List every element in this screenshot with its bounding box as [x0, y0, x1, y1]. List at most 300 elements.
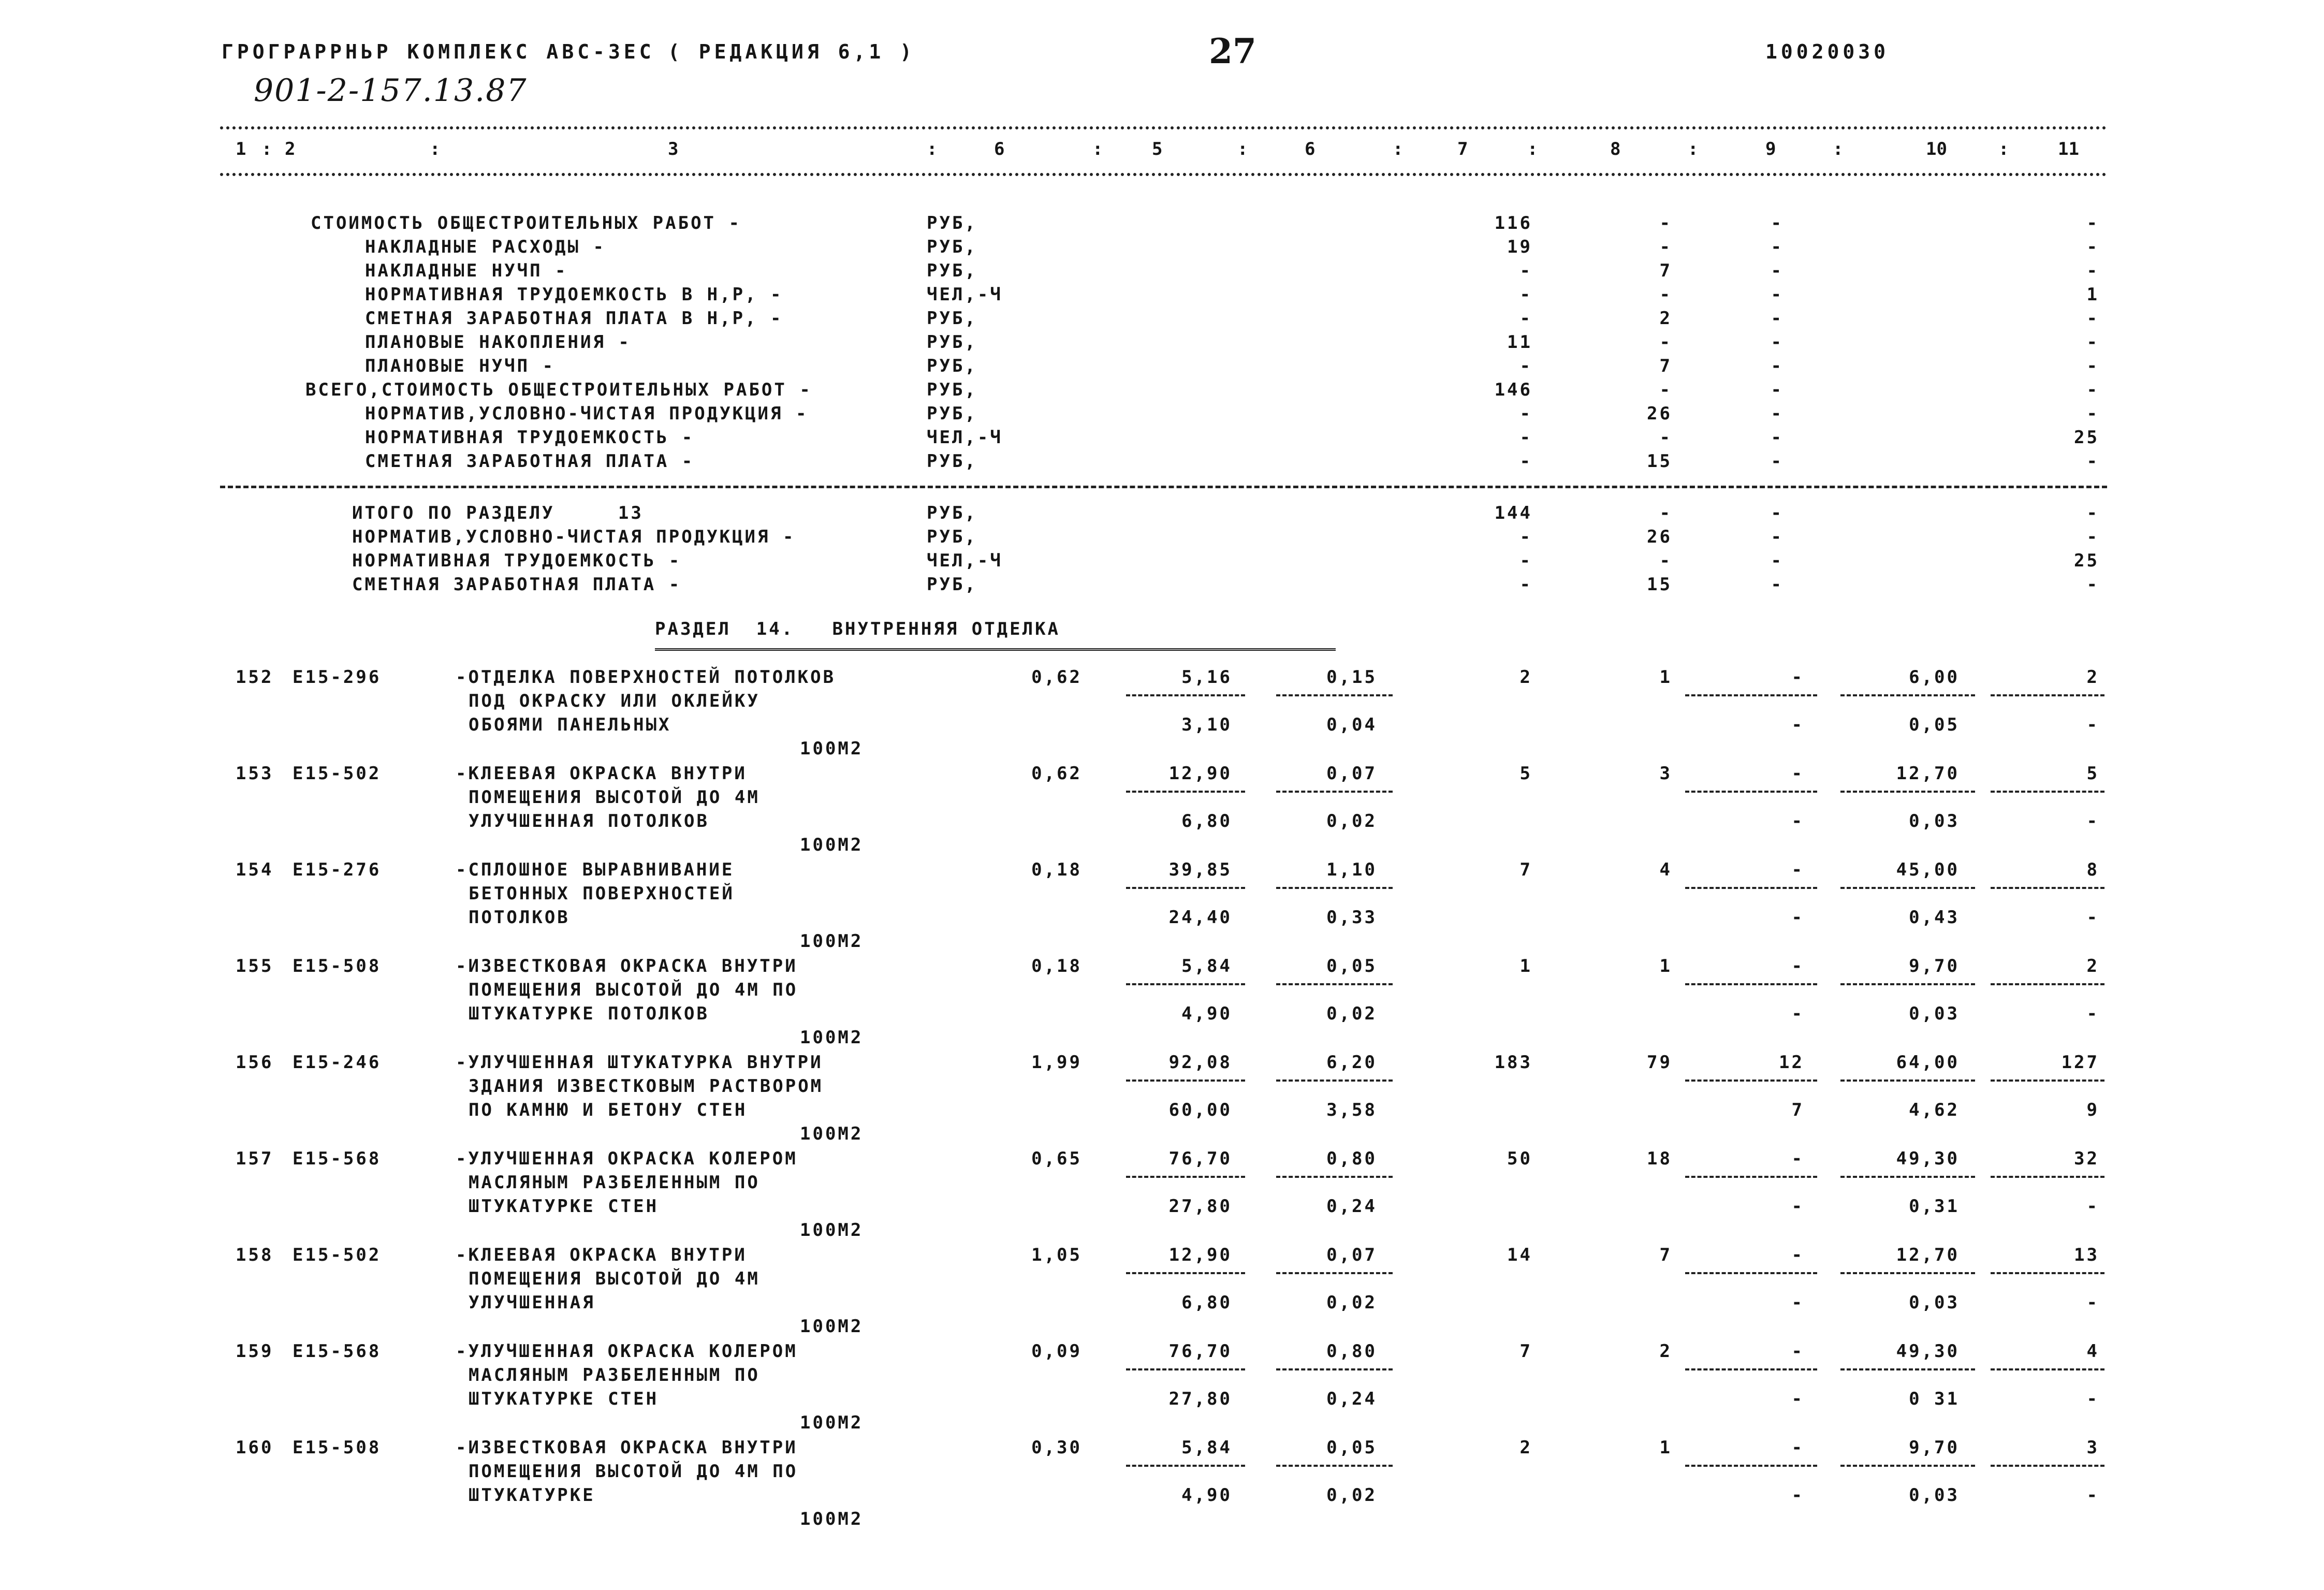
- price-divider: [1126, 1465, 1245, 1467]
- item-price-col6: 0,05: [1326, 1437, 1377, 1458]
- summary-col11: -: [2086, 260, 2099, 281]
- item-price-col5: 12,90: [1168, 1245, 1232, 1265]
- summary-label: СМЕТНАЯ ЗАРАБОТНАЯ ПЛАТА -: [365, 451, 695, 472]
- item-price-col6: 0,07: [1326, 1245, 1377, 1265]
- column-divider: :: [927, 139, 938, 159]
- item-col8: 2: [1659, 1341, 1672, 1362]
- summary-col7: -: [1519, 574, 1532, 595]
- item-code: Е15-568: [293, 1341, 382, 1362]
- item-col7: 5: [1519, 763, 1532, 784]
- item-number: 160: [236, 1437, 274, 1458]
- item-col11: 127: [2061, 1052, 2099, 1073]
- cost-divider: [1685, 1465, 1817, 1467]
- cost-divider: [1685, 791, 1817, 793]
- item-description-line: -ИЗВЕСТКОВАЯ ОКРАСКА ВНУТРИ: [456, 956, 798, 976]
- column-divider: :: [1833, 139, 1844, 159]
- item-col7: 7: [1519, 859, 1532, 880]
- item-price-col6: 0,80: [1326, 1341, 1377, 1362]
- cost-divider: [1685, 1080, 1817, 1082]
- summary-unit: ЧЕЛ,-Ч: [927, 550, 1003, 571]
- item-col7: 50: [1507, 1148, 1532, 1169]
- item-col9: -: [1791, 1341, 1804, 1362]
- summary-label: НАКЛАДНЫЕ НУЧП -: [365, 260, 568, 281]
- price-divider: [1126, 1272, 1245, 1274]
- item-quantity: 0,62: [1031, 763, 1082, 784]
- summary-col8: -: [1659, 237, 1672, 257]
- summary-col9: -: [1771, 550, 1784, 571]
- item-col9: -: [1791, 1437, 1804, 1458]
- summary-col7: 146: [1494, 380, 1532, 400]
- item-description-line: МАСЛЯНЫМ РАЗБЕЛЕННЫМ ПО: [469, 1172, 760, 1193]
- price-divider: [1276, 791, 1393, 793]
- item-col8: 79: [1647, 1052, 1672, 1073]
- item-code: Е15-508: [293, 1437, 382, 1458]
- summary-col11: -: [2086, 403, 2099, 424]
- item-col10: 9,70: [1909, 956, 1960, 976]
- column-header: 6: [994, 139, 1005, 159]
- summary-col11: 1: [2086, 284, 2099, 305]
- item-col7: 1: [1519, 956, 1532, 976]
- item-col9: -: [1791, 763, 1804, 784]
- item-wage-col6: 3,58: [1326, 1100, 1377, 1120]
- summary-col7: 144: [1494, 503, 1532, 523]
- item-col8: 18: [1647, 1148, 1672, 1169]
- item-wage-col10: 4,62: [1909, 1100, 1960, 1120]
- item-col11: 32: [2074, 1148, 2099, 1169]
- summary-col9: -: [1771, 503, 1784, 523]
- summary-col11: -: [2086, 308, 2099, 329]
- item-price-col6: 6,20: [1326, 1052, 1377, 1073]
- item-number: 155: [236, 956, 274, 976]
- summary-label: ПЛАНОВЫЕ НАКОПЛЕНИЯ -: [365, 332, 631, 353]
- summary-unit: РУБ,: [927, 527, 977, 547]
- item-quantity: 0,62: [1031, 667, 1082, 688]
- summary-col11: -: [2086, 332, 2099, 353]
- item-wage-col11: -: [2086, 1292, 2099, 1313]
- cost-divider: [1840, 791, 1975, 793]
- item-number: 159: [236, 1341, 274, 1362]
- summary-col9: -: [1771, 332, 1784, 353]
- item-unit: 100М2: [800, 1509, 864, 1529]
- summary-label: НОРМАТИВНАЯ ТРУДОЕМКОСТЬ В Н,Р, -: [365, 284, 783, 305]
- column-divider: :: [1998, 139, 2009, 159]
- column-header: 1: [236, 139, 246, 159]
- item-col8: 1: [1659, 1437, 1672, 1458]
- item-wage-col10: 0,03: [1909, 1292, 1960, 1313]
- cost-divider: [1991, 887, 2104, 889]
- summary-col8: -: [1659, 213, 1672, 234]
- summary-col11: 25: [2074, 427, 2099, 448]
- item-unit: 100М2: [800, 931, 864, 952]
- summary-col11: -: [2086, 503, 2099, 523]
- column-header: 9: [1765, 139, 1776, 159]
- summary-label: ИТОГО ПО РАЗДЕЛУ 13: [352, 503, 644, 523]
- item-unit: 100М2: [800, 1316, 864, 1337]
- item-price-col5: 39,85: [1168, 859, 1232, 880]
- summary-col11: 25: [2074, 550, 2099, 571]
- item-wage-col5: 4,90: [1181, 1003, 1232, 1024]
- item-col11: 8: [2086, 859, 2099, 880]
- item-wage-col6: 0,02: [1326, 1485, 1377, 1506]
- summary-col9: -: [1771, 260, 1784, 281]
- item-col7: 2: [1519, 1437, 1532, 1458]
- item-number: 157: [236, 1148, 274, 1169]
- item-wage-col10: 0,43: [1909, 907, 1960, 928]
- item-quantity: 1,99: [1031, 1052, 1082, 1073]
- summary-unit: РУБ,: [927, 308, 977, 329]
- summary-col11: -: [2086, 213, 2099, 234]
- item-col9: -: [1791, 1148, 1804, 1169]
- cost-divider: [1685, 887, 1817, 889]
- item-unit: 100М2: [800, 1412, 864, 1433]
- cost-divider: [1685, 1176, 1817, 1178]
- item-col7: 2: [1519, 667, 1532, 688]
- item-wage-col11: 9: [2086, 1100, 2099, 1120]
- item-description-line: УЛУЧШЕННАЯ: [469, 1292, 595, 1313]
- section-title-underline: [655, 648, 1336, 651]
- summary-unit: РУБ,: [927, 403, 977, 424]
- item-col7: 7: [1519, 1341, 1532, 1362]
- summary-col7: 116: [1494, 213, 1532, 234]
- item-price-col5: 92,08: [1168, 1052, 1232, 1073]
- item-description-line: -ИЗВЕСТКОВАЯ ОКРАСКА ВНУТРИ: [456, 1437, 798, 1458]
- item-wage-col5: 6,80: [1181, 1292, 1232, 1313]
- item-col11: 4: [2086, 1341, 2099, 1362]
- summary-col9: -: [1771, 237, 1784, 257]
- summary-col9: -: [1771, 308, 1784, 329]
- cost-divider: [1991, 791, 2104, 793]
- cost-divider: [1840, 983, 1975, 985]
- cost-divider: [1991, 694, 2104, 696]
- item-code: Е15-508: [293, 956, 382, 976]
- summary-col7: 19: [1507, 237, 1532, 257]
- item-description-line: -УЛУЧШЕННАЯ ОКРАСКА КОЛЕРОМ: [456, 1341, 798, 1362]
- summary-col7: -: [1519, 550, 1532, 571]
- summary-unit: РУБ,: [927, 503, 977, 523]
- item-quantity: 0,65: [1031, 1148, 1082, 1169]
- summary-label: СМЕТНАЯ ЗАРАБОТНАЯ ПЛАТА -: [352, 574, 682, 595]
- column-divider: :: [261, 139, 272, 159]
- summary-col8: -: [1659, 550, 1672, 571]
- item-col9: -: [1791, 667, 1804, 688]
- item-code: Е15-296: [293, 667, 382, 688]
- column-header: 7: [1457, 139, 1468, 159]
- summary-col9: -: [1771, 356, 1784, 376]
- item-wage-col9: -: [1791, 811, 1804, 832]
- price-divider: [1126, 791, 1245, 793]
- item-wage-col10: 0,03: [1909, 811, 1960, 832]
- page-number: 27: [1209, 31, 1256, 71]
- item-description-line: БЕТОННЫХ ПОВЕРХНОСТЕЙ: [469, 883, 735, 904]
- item-description-line: ПОМЕЩЕНИЯ ВЫСОТОЙ ДО 4М ПО: [469, 1461, 798, 1482]
- item-col8: 1: [1659, 956, 1672, 976]
- item-col9: -: [1791, 956, 1804, 976]
- summary-col8: 2: [1659, 308, 1672, 329]
- summary-col8: -: [1659, 380, 1672, 400]
- cost-divider: [1685, 983, 1817, 985]
- price-divider: [1276, 887, 1393, 889]
- summary-col9: -: [1771, 380, 1784, 400]
- item-col10: 6,00: [1909, 667, 1960, 688]
- item-description-line: ШТУКАТУРКЕ ПОТОЛКОВ: [469, 1003, 709, 1024]
- column-divider: :: [1393, 139, 1404, 159]
- item-code: Е15-246: [293, 1052, 382, 1073]
- column-divider: :: [1527, 139, 1538, 159]
- item-code: Е15-568: [293, 1148, 382, 1169]
- cost-divider: [1685, 1368, 1817, 1370]
- cost-divider: [1991, 1272, 2104, 1274]
- summary-col11: -: [2086, 356, 2099, 376]
- summary-col8: 7: [1659, 260, 1672, 281]
- edition-label: ( РЕДАКЦИЯ 6,1 ): [668, 40, 916, 63]
- item-wage-col10: 0,03: [1909, 1485, 1960, 1506]
- item-wage-col11: -: [2086, 1389, 2099, 1409]
- summary-col7: -: [1519, 260, 1532, 281]
- item-description-line: -СПЛОШНОЕ ВЫРАВНИВАНИЕ: [456, 859, 735, 880]
- summary-label: СТОИМОСТЬ ОБЩЕСТРОИТЕЛЬНЫХ РАБОТ -: [311, 213, 741, 234]
- item-wage-col10: 0,05: [1909, 714, 1960, 735]
- item-quantity: 0,18: [1031, 859, 1082, 880]
- header-separator-top: [220, 126, 2107, 129]
- item-col10: 49,30: [1896, 1148, 1960, 1169]
- summary-col11: -: [2086, 380, 2099, 400]
- item-price-col5: 12,90: [1168, 763, 1232, 784]
- item-unit: 100М2: [800, 835, 864, 855]
- item-col11: 2: [2086, 667, 2099, 688]
- summary-col9: -: [1771, 284, 1784, 305]
- item-description-line: -ОТДЕЛКА ПОВЕРХНОСТЕЙ ПОТОЛКОВ: [456, 667, 836, 688]
- item-code: Е15-502: [293, 763, 382, 784]
- item-description-line: ШТУКАТУРКЕ СТЕН: [469, 1389, 659, 1409]
- item-wage-col6: 0,33: [1326, 907, 1377, 928]
- column-header: 11: [2058, 139, 2079, 159]
- item-description-line: УЛУЧШЕННАЯ ПОТОЛКОВ: [469, 811, 709, 832]
- item-col8: 3: [1659, 763, 1672, 784]
- item-col11: 3: [2086, 1437, 2099, 1458]
- item-col10: 49,30: [1896, 1341, 1960, 1362]
- item-wage-col11: -: [2086, 714, 2099, 735]
- item-col8: 1: [1659, 667, 1672, 688]
- item-number: 156: [236, 1052, 274, 1073]
- item-price-col6: 0,80: [1326, 1148, 1377, 1169]
- item-description-line: -КЛЕЕВАЯ ОКРАСКА ВНУТРИ: [456, 763, 747, 784]
- item-number: 154: [236, 859, 274, 880]
- item-description-line: ЗДАНИЯ ИЗВЕСТКОВЫМ РАСТВОРОМ: [469, 1076, 824, 1097]
- summary-col9: -: [1771, 427, 1784, 448]
- item-quantity: 0,18: [1031, 956, 1082, 976]
- summary-label: НОРМАТИВНАЯ ТРУДОЕМКОСТЬ -: [352, 550, 682, 571]
- summary-col7: -: [1519, 403, 1532, 424]
- item-wage-col10: 0,03: [1909, 1003, 1960, 1024]
- column-header: 5: [1152, 139, 1163, 159]
- summary-col8: -: [1659, 332, 1672, 353]
- cost-divider: [1991, 1368, 2104, 1370]
- item-price-col5: 76,70: [1168, 1341, 1232, 1362]
- summary-col9: -: [1771, 213, 1784, 234]
- summary-col7: -: [1519, 284, 1532, 305]
- summary-label: НОРМАТИВНАЯ ТРУДОЕМКОСТЬ -: [365, 427, 695, 448]
- summary-col9: -: [1771, 403, 1784, 424]
- item-col11: 2: [2086, 956, 2099, 976]
- item-wage-col9: 7: [1791, 1100, 1804, 1120]
- column-divider: :: [430, 139, 441, 159]
- summary-col7: -: [1519, 451, 1532, 472]
- summary-col11: -: [2086, 237, 2099, 257]
- item-code: Е15-276: [293, 859, 382, 880]
- item-wage-col9: -: [1791, 1292, 1804, 1313]
- item-col8: 7: [1659, 1245, 1672, 1265]
- price-divider: [1276, 1368, 1393, 1370]
- item-col11: 5: [2086, 763, 2099, 784]
- summary-col7: -: [1519, 527, 1532, 547]
- item-unit: 100М2: [800, 1027, 864, 1048]
- price-divider: [1126, 1080, 1245, 1082]
- document-code: 10020030: [1765, 40, 1890, 63]
- summary-unit: РУБ,: [927, 356, 977, 376]
- summary-separator: [220, 486, 2107, 488]
- item-price-col6: 0,07: [1326, 763, 1377, 784]
- cost-divider: [1991, 1176, 2104, 1178]
- summary-col7: -: [1519, 427, 1532, 448]
- item-description-line: -КЛЕЕВАЯ ОКРАСКА ВНУТРИ: [456, 1245, 747, 1265]
- item-col7: 14: [1507, 1245, 1532, 1265]
- summary-col8: 15: [1647, 451, 1672, 472]
- summary-unit: ЧЕЛ,-Ч: [927, 284, 1003, 305]
- item-wage-col9: -: [1791, 1389, 1804, 1409]
- item-wage-col10: 0 31: [1909, 1389, 1960, 1409]
- item-wage-col6: 0,02: [1326, 1003, 1377, 1024]
- price-divider: [1126, 1176, 1245, 1178]
- item-col9: -: [1791, 859, 1804, 880]
- column-header: 6: [1305, 139, 1316, 159]
- item-description-line: ШТУКАТУРКЕ: [469, 1485, 595, 1506]
- item-price-col5: 5,16: [1181, 667, 1232, 688]
- summary-unit: РУБ,: [927, 213, 977, 234]
- item-wage-col11: -: [2086, 1196, 2099, 1217]
- item-wage-col9: -: [1791, 1003, 1804, 1024]
- item-description-line: ПОД ОКРАСКУ ИЛИ ОКЛЕЙКУ: [469, 691, 760, 711]
- column-divider: :: [1688, 139, 1699, 159]
- summary-label: ПЛАНОВЫЕ НУЧП -: [365, 356, 556, 376]
- item-description-line: -УЛУЧШЕННАЯ ШТУКАТУРКА ВНУТРИ: [456, 1052, 823, 1073]
- summary-label: НОРМАТИВ,УСЛОВНО-ЧИСТАЯ ПРОДУКЦИЯ -: [352, 527, 796, 547]
- item-wage-col5: 27,80: [1168, 1389, 1232, 1409]
- item-wage-col11: -: [2086, 907, 2099, 928]
- summary-col9: -: [1771, 451, 1784, 472]
- item-price-col5: 76,70: [1168, 1148, 1232, 1169]
- summary-col11: -: [2086, 527, 2099, 547]
- cost-divider: [1991, 1465, 2104, 1467]
- cost-divider: [1685, 694, 1817, 696]
- item-description-line: ШТУКАТУРКЕ СТЕН: [469, 1196, 659, 1217]
- item-wage-col11: -: [2086, 1485, 2099, 1506]
- column-divider: :: [1237, 139, 1248, 159]
- column-header: 2: [285, 139, 296, 159]
- item-unit: 100М2: [800, 1124, 864, 1144]
- section-title: РАЗДЕЛ 14. ВНУТРЕННЯЯ ОТДЕЛКА: [655, 619, 1061, 639]
- item-col8: 4: [1659, 859, 1672, 880]
- cost-divider: [1840, 1368, 1975, 1370]
- item-wage-col6: 0,24: [1326, 1389, 1377, 1409]
- cost-divider: [1991, 1080, 2104, 1082]
- item-description-line: ПОМЕЩЕНИЯ ВЫСОТОЙ ДО 4М: [469, 787, 760, 808]
- item-wage-col9: -: [1791, 1485, 1804, 1506]
- summary-label: ВСЕГО,СТОИМОСТЬ ОБЩЕСТРОИТЕЛЬНЫХ РАБОТ -: [305, 380, 812, 400]
- price-divider: [1276, 1176, 1393, 1178]
- item-unit: 100М2: [800, 1220, 864, 1241]
- handwritten-code: 901-2-157.13.87: [254, 72, 528, 109]
- summary-unit: ЧЕЛ,-Ч: [927, 427, 1003, 448]
- price-divider: [1126, 983, 1245, 985]
- item-wage-col5: 3,10: [1181, 714, 1232, 735]
- column-header: 3: [668, 139, 679, 159]
- price-divider: [1126, 887, 1245, 889]
- item-wage-col6: 0,02: [1326, 811, 1377, 832]
- price-divider: [1276, 1080, 1393, 1082]
- summary-unit: РУБ,: [927, 451, 977, 472]
- summary-col7: -: [1519, 356, 1532, 376]
- item-number: 153: [236, 763, 274, 784]
- summary-col7: -: [1519, 308, 1532, 329]
- summary-col8: -: [1659, 503, 1672, 523]
- item-price-col6: 1,10: [1326, 859, 1377, 880]
- item-wage-col9: -: [1791, 1196, 1804, 1217]
- summary-col11: -: [2086, 451, 2099, 472]
- item-description-line: ОБОЯМИ ПАНЕЛЬНЫХ: [469, 714, 671, 735]
- item-wage-col9: -: [1791, 714, 1804, 735]
- summary-col8: 7: [1659, 356, 1672, 376]
- item-price-col5: 5,84: [1181, 1437, 1232, 1458]
- cost-divider: [1685, 1272, 1817, 1274]
- summary-label: НОРМАТИВ,УСЛОВНО-ЧИСТАЯ ПРОДУКЦИЯ -: [365, 403, 809, 424]
- price-divider: [1276, 1465, 1393, 1467]
- header-separator-bottom: [220, 173, 2107, 176]
- item-price-col6: 0,05: [1326, 956, 1377, 976]
- cost-divider: [1991, 983, 2104, 985]
- summary-unit: РУБ,: [927, 380, 977, 400]
- item-description-line: ПО КАМНЮ И БЕТОНУ СТЕН: [469, 1100, 748, 1120]
- item-col9: -: [1791, 1245, 1804, 1265]
- summary-col8: -: [1659, 427, 1672, 448]
- item-wage-col5: 4,90: [1181, 1485, 1232, 1506]
- summary-col9: -: [1771, 527, 1784, 547]
- summary-unit: РУБ,: [927, 574, 977, 595]
- item-description-line: ПОМЕЩЕНИЯ ВЫСОТОЙ ДО 4М ПО: [469, 980, 798, 1000]
- item-quantity: 0,09: [1031, 1341, 1082, 1362]
- cost-divider: [1840, 1465, 1975, 1467]
- price-divider: [1276, 983, 1393, 985]
- column-divider: :: [1092, 139, 1103, 159]
- item-wage-col11: -: [2086, 811, 2099, 832]
- summary-col9: -: [1771, 574, 1784, 595]
- item-description-line: -УЛУЧШЕННАЯ ОКРАСКА КОЛЕРОМ: [456, 1148, 798, 1169]
- item-col10: 45,00: [1896, 859, 1960, 880]
- item-col11: 13: [2074, 1245, 2099, 1265]
- item-wage-col5: 60,00: [1168, 1100, 1232, 1120]
- summary-unit: РУБ,: [927, 332, 977, 353]
- summary-label: НАКЛАДНЫЕ РАСХОДЫ -: [365, 237, 606, 257]
- item-wage-col11: -: [2086, 1003, 2099, 1024]
- item-wage-col6: 0,04: [1326, 714, 1377, 735]
- program-title: ГРОГРАРРНЬР КОМПЛЕКС АВС-ЗЕС: [222, 40, 655, 63]
- summary-unit: РУБ,: [927, 260, 977, 281]
- item-wage-col5: 27,80: [1168, 1196, 1232, 1217]
- item-wage-col10: 0,31: [1909, 1196, 1960, 1217]
- item-description-line: ПОТОЛКОВ: [469, 907, 570, 928]
- item-unit: 100М2: [800, 738, 864, 759]
- item-number: 158: [236, 1245, 274, 1265]
- item-description-line: ПОМЕЩЕНИЯ ВЫСОТОЙ ДО 4М: [469, 1268, 760, 1289]
